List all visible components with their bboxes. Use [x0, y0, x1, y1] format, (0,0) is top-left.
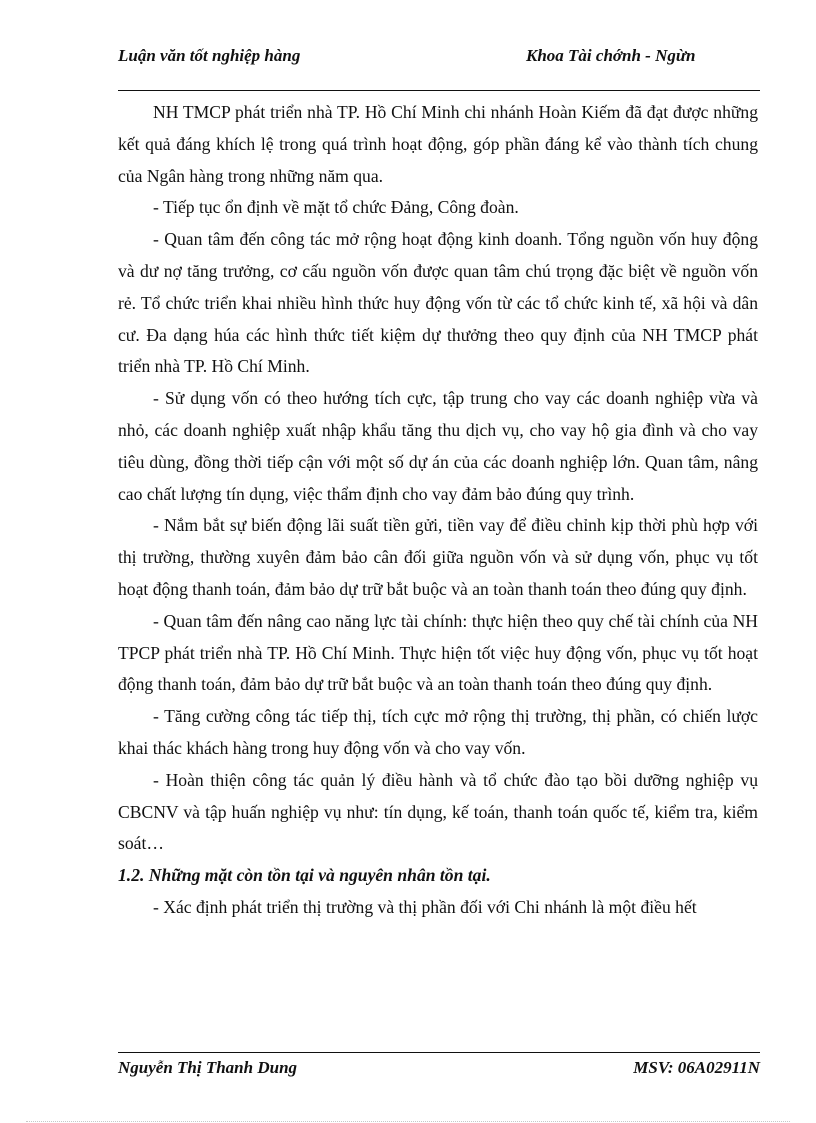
paragraph-intro: NH TMCP phát triển nhà TP. Hồ Chí Minh chi nhánh Hoàn Kiếm đã đạt được những kết quả đáng khích lệ trong quá trình hoạt động, góp phần đáng kể vào thành tích chung của Ngân hàng trong những năm qua.	[118, 102, 758, 186]
page-footer	[118, 1052, 760, 1078]
footer-student-id: MSV: 06A02911N	[633, 1058, 760, 1077]
paragraph-interest-rates: - Nắm bắt sự biến động lãi suất tiền gửi, tiền vay để điều chỉnh kịp thời phù hợp với thị trường, thường xuyên đảm bảo cân đối giữa nguồn vốn và sử dụng vốn, phục vụ tốt hoạt động thanh toán, đảm bảo dự trữ bắt buộc và an toàn thanh toán theo đúng quy định.	[118, 515, 758, 599]
header-thesis-title: Luận văn tốt nghiệp hàng	[118, 46, 301, 65]
paragraph-financial-capacity: - Quan tâm đến nâng cao năng lực tài chính: thực hiện theo quy chế tài chính của NH TPCP phát triển nhà TP. Hồ Chí Minh. Thực hiện tốt việc huy động vốn, phục vụ tốt hoạt động thanh toán, đảm bảo dự trữ bắt buộc và an toàn thanh toán theo đúng quy định.	[118, 610, 758, 695]
paragraph-training: - Hoàn thiện công tác quản lý điều hành và tổ chức đào tạo bồi dưỡng nghiệp vụ CBCNV và tập huấn nghiệp vụ như: tín dụng, kế toán, thanh toán quốc tế, kiểm tra, kiểm soát…	[118, 769, 758, 854]
paragraph-marketing: - Tăng cường công tác tiếp thị, tích cực mở rộng thị trường, thị phần, có chiến lược khai thác khách hàng trong huy động vốn và cho vay vốn.	[118, 706, 758, 758]
paragraph-business-expansion: - Quan tâm đến công tác mở rộng hoạt động kinh doanh. Tổng nguồn vốn huy động và dư nợ tăng trưởng, cơ cấu nguồn vốn được quan tâm chú trọng đặc biệt về nguồn vốn rẻ. Tổ chức triển khai nhiều hình thức huy động vốn từ các tổ chức kinh tế, xã hội và dân cư. Đa dạng húa các hình thức tiết kiệm dự thưởng theo quy định của NH TMCP phát triển nhà TP. Hồ Chí Minh.	[118, 229, 758, 377]
page-header	[118, 46, 760, 91]
header-faculty: Khoa Tài chớnh - Ngừn	[526, 46, 696, 65]
body-text	[118, 97, 758, 924]
page-bottom-edge	[26, 1121, 790, 1122]
paragraph-market-development: - Xác định phát triển thị trường và thị phần đối với Chi nhánh là một điều hết	[153, 896, 697, 917]
paragraph-capital-use: - Sử dụng vốn có theo hướng tích cực, tập trung cho vay các doanh nghiệp vừa và nhỏ, các doanh nghiệp xuất nhập khẩu tăng thu dịch vụ, cho vay hộ gia đình và cho vay tiêu dùng, đồng thời tiếp cận với một số dự án của các doanh nghiệp lớn. Quan tâm, nâng cao chất lượng tín dụng, việc thẩm định cho vay đảm bảo đúng quy trình.	[118, 388, 758, 504]
section-heading: 1.2. Những mặt còn tồn tại và nguyên nhân tồn tại.	[118, 865, 491, 886]
paragraph-organization: - Tiếp tục ổn định về mặt tổ chức Đảng, Công đoàn.	[153, 197, 519, 218]
footer-author: Nguyễn Thị Thanh Dung	[118, 1058, 298, 1077]
